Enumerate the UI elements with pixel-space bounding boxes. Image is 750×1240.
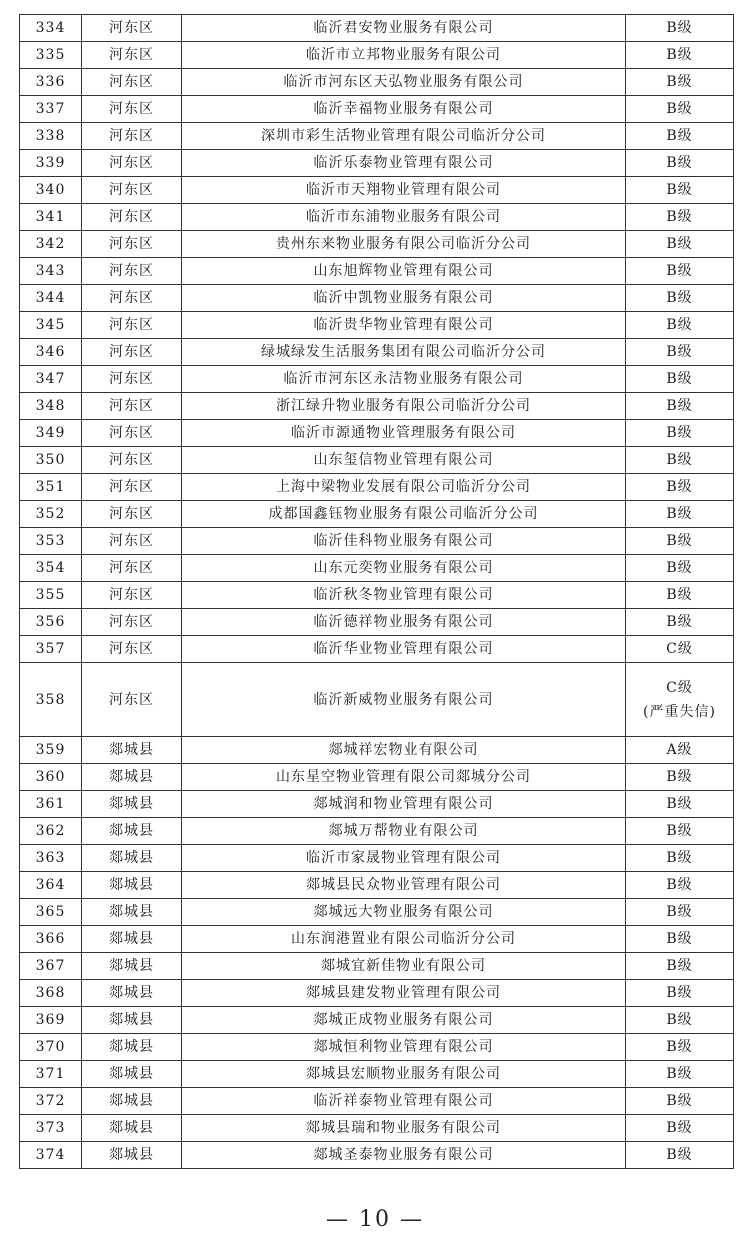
- grade-value: B级: [666, 823, 693, 839]
- row-grade: [626, 528, 734, 555]
- row-grade: [626, 177, 734, 204]
- table-row: [20, 1034, 734, 1061]
- row-company-name: 上海中梁物业发展有限公司临沂分公司: [182, 474, 626, 501]
- row-district: 河东区: [82, 663, 182, 737]
- table-row: [20, 1007, 734, 1034]
- row-grade: [626, 1007, 734, 1034]
- grade-value: A级: [666, 742, 693, 758]
- row-company-name: 临沂中凯物业服务有限公司: [182, 285, 626, 312]
- row-company-name: 临沂市东浦物业服务有限公司: [182, 204, 626, 231]
- table-row: [20, 96, 734, 123]
- row-company-name: 郯城县宏顺物业服务有限公司: [182, 1061, 626, 1088]
- row-company-name: 临沂市河东区天弘物业服务有限公司: [182, 69, 626, 96]
- row-district: 郯城县: [82, 1142, 182, 1169]
- table-row: [20, 204, 734, 231]
- row-grade: [626, 926, 734, 953]
- grade-value: B级: [666, 101, 693, 117]
- grade-value: B级: [666, 560, 693, 576]
- table-row: [20, 1061, 734, 1088]
- table-row: [20, 339, 734, 366]
- row-company-name: 临沂德祥物业服务有限公司: [182, 609, 626, 636]
- row-number: 355: [20, 582, 82, 609]
- row-company-name: 山东星空物业管理有限公司郯城分公司: [182, 764, 626, 791]
- grade-value: C级: [666, 641, 693, 657]
- row-company-name: 临沂新威物业服务有限公司: [182, 663, 626, 737]
- grade-value: B级: [666, 587, 693, 603]
- row-grade: [626, 393, 734, 420]
- row-district: 河东区: [82, 555, 182, 582]
- row-grade: [626, 69, 734, 96]
- table-row: [20, 177, 734, 204]
- row-district: 河东区: [82, 123, 182, 150]
- grade-value: B级: [666, 877, 693, 893]
- row-company-name: 郯城县建发物业管理有限公司: [182, 980, 626, 1007]
- row-district: 郯城县: [82, 818, 182, 845]
- grade-value: B级: [666, 452, 693, 468]
- table-row: [20, 791, 734, 818]
- row-number: 350: [20, 447, 82, 474]
- page-number: — 10 —: [326, 1207, 424, 1232]
- grade-value: B级: [666, 182, 693, 198]
- table-row: [20, 150, 734, 177]
- row-company-name: 绿城绿发生活服务集团有限公司临沂分公司: [182, 339, 626, 366]
- row-district: 郯城县: [82, 1088, 182, 1115]
- table-body: [20, 15, 734, 1169]
- row-district: 郯城县: [82, 791, 182, 818]
- row-grade: [626, 980, 734, 1007]
- row-number: 342: [20, 231, 82, 258]
- grade-note: (严重失信): [643, 703, 716, 720]
- row-number: 339: [20, 150, 82, 177]
- row-number: 365: [20, 899, 82, 926]
- row-district: 郯城县: [82, 845, 182, 872]
- table-row: [20, 42, 734, 69]
- row-district: 河东区: [82, 528, 182, 555]
- grade-value: B级: [666, 398, 693, 414]
- grade-value: B级: [666, 1066, 693, 1082]
- row-district: 郯城县: [82, 899, 182, 926]
- table-row: [20, 69, 734, 96]
- row-grade: [626, 42, 734, 69]
- grade-value: B级: [666, 479, 693, 495]
- row-district: 河东区: [82, 204, 182, 231]
- row-number: 340: [20, 177, 82, 204]
- row-number: 373: [20, 1115, 82, 1142]
- row-company-name: 临沂市家晟物业管理有限公司: [182, 845, 626, 872]
- row-grade: [626, 818, 734, 845]
- table-row: [20, 1088, 734, 1115]
- table-row: [20, 366, 734, 393]
- grade-value: B级: [666, 425, 693, 441]
- row-district: 河东区: [82, 420, 182, 447]
- row-company-name: 山东旭辉物业管理有限公司: [182, 258, 626, 285]
- row-number: 367: [20, 953, 82, 980]
- grade-value: B级: [666, 1147, 693, 1163]
- grade-value: B级: [666, 128, 693, 144]
- row-district: 河东区: [82, 501, 182, 528]
- grade-value: B级: [666, 533, 693, 549]
- grade-value: B级: [666, 317, 693, 333]
- table-row: [20, 980, 734, 1007]
- grade-value: B级: [666, 931, 693, 947]
- grade-value: B级: [666, 371, 693, 387]
- row-number: 349: [20, 420, 82, 447]
- table-row: [20, 555, 734, 582]
- row-district: 郯城县: [82, 737, 182, 764]
- row-number: 352: [20, 501, 82, 528]
- row-grade: [626, 366, 734, 393]
- row-number: 347: [20, 366, 82, 393]
- row-district: 郯城县: [82, 872, 182, 899]
- grade-value: B级: [666, 236, 693, 252]
- row-district: 河东区: [82, 258, 182, 285]
- grade-value: B级: [666, 209, 693, 225]
- row-number: 361: [20, 791, 82, 818]
- row-grade: [626, 764, 734, 791]
- row-grade: [626, 845, 734, 872]
- row-number: 369: [20, 1007, 82, 1034]
- row-grade: [626, 636, 734, 663]
- row-company-name: 临沂乐泰物业管理有限公司: [182, 150, 626, 177]
- table-row: [20, 609, 734, 636]
- row-grade: [626, 96, 734, 123]
- row-number: 334: [20, 15, 82, 42]
- row-grade: [626, 150, 734, 177]
- table-row: [20, 872, 734, 899]
- row-number: 359: [20, 737, 82, 764]
- row-district: 河东区: [82, 42, 182, 69]
- row-company-name: 临沂市立邦物业服务有限公司: [182, 42, 626, 69]
- grade-value: B级: [666, 1012, 693, 1028]
- row-district: 郯城县: [82, 980, 182, 1007]
- row-district: 河东区: [82, 69, 182, 96]
- row-district: 郯城县: [82, 1061, 182, 1088]
- row-number: 357: [20, 636, 82, 663]
- grade-value: B级: [666, 796, 693, 812]
- grade-value: B级: [666, 850, 693, 866]
- row-company-name: 郯城祥宏物业有限公司: [182, 737, 626, 764]
- grade-value: B级: [666, 506, 693, 522]
- property-company-grade-table: [19, 14, 734, 1169]
- row-grade: [626, 582, 734, 609]
- row-number: 368: [20, 980, 82, 1007]
- grade-value: B级: [666, 1093, 693, 1109]
- table-row: [20, 636, 734, 663]
- table-row: [20, 501, 734, 528]
- grade-value: B级: [666, 769, 693, 785]
- row-district: 河东区: [82, 231, 182, 258]
- grade-value: B级: [666, 155, 693, 171]
- table-row: [20, 447, 734, 474]
- table-row: [20, 899, 734, 926]
- row-company-name: 临沂秋冬物业管理有限公司: [182, 582, 626, 609]
- row-company-name: 郯城恒利物业管理有限公司: [182, 1034, 626, 1061]
- row-district: 河东区: [82, 393, 182, 420]
- row-district: 河东区: [82, 312, 182, 339]
- row-company-name: 郯城正成物业服务有限公司: [182, 1007, 626, 1034]
- table-row: [20, 663, 734, 737]
- row-company-name: 临沂幸福物业服务有限公司: [182, 96, 626, 123]
- row-company-name: 临沂市源通物业管理服务有限公司: [182, 420, 626, 447]
- table-row: [20, 1115, 734, 1142]
- row-number: 358: [20, 663, 82, 737]
- row-number: 345: [20, 312, 82, 339]
- row-grade: [626, 339, 734, 366]
- row-district: 河东区: [82, 582, 182, 609]
- row-number: 371: [20, 1061, 82, 1088]
- row-number: 336: [20, 69, 82, 96]
- row-district: 河东区: [82, 447, 182, 474]
- row-grade: [626, 312, 734, 339]
- row-number: 364: [20, 872, 82, 899]
- row-company-name: 临沂市天翔物业管理有限公司: [182, 177, 626, 204]
- row-district: 河东区: [82, 636, 182, 663]
- row-company-name: 郯城圣泰物业服务有限公司: [182, 1142, 626, 1169]
- row-number: 370: [20, 1034, 82, 1061]
- row-company-name: 郯城远大物业服务有限公司: [182, 899, 626, 926]
- row-number: 348: [20, 393, 82, 420]
- row-number: 335: [20, 42, 82, 69]
- grade-value: B级: [666, 20, 693, 36]
- row-grade: [626, 555, 734, 582]
- table-row: [20, 818, 734, 845]
- row-grade: [626, 663, 734, 737]
- row-number: 366: [20, 926, 82, 953]
- row-grade: [626, 1088, 734, 1115]
- table-row: [20, 231, 734, 258]
- row-company-name: 山东元奕物业服务有限公司: [182, 555, 626, 582]
- table-row: [20, 393, 734, 420]
- row-company-name: 郯城润和物业管理有限公司: [182, 791, 626, 818]
- row-number: 337: [20, 96, 82, 123]
- row-number: 346: [20, 339, 82, 366]
- row-grade: [626, 123, 734, 150]
- row-district: 河东区: [82, 285, 182, 312]
- row-number: 338: [20, 123, 82, 150]
- row-district: 河东区: [82, 177, 182, 204]
- row-grade: [626, 447, 734, 474]
- row-company-name: 郯城县民众物业管理有限公司: [182, 872, 626, 899]
- table-row: [20, 582, 734, 609]
- table-row: [20, 1142, 734, 1169]
- row-number: 356: [20, 609, 82, 636]
- row-company-name: 郯城县瑞和物业服务有限公司: [182, 1115, 626, 1142]
- row-grade: [626, 285, 734, 312]
- row-district: 河东区: [82, 339, 182, 366]
- table-row: [20, 528, 734, 555]
- grade-value: B级: [666, 958, 693, 974]
- row-district: 郯城县: [82, 1115, 182, 1142]
- grade-value: B级: [666, 1039, 693, 1055]
- row-grade: [626, 737, 734, 764]
- row-district: 郯城县: [82, 1007, 182, 1034]
- row-number: 354: [20, 555, 82, 582]
- grade-value: B级: [666, 47, 693, 63]
- row-grade: [626, 15, 734, 42]
- row-district: 河东区: [82, 150, 182, 177]
- row-number: 363: [20, 845, 82, 872]
- row-district: 郯城县: [82, 764, 182, 791]
- table-row: [20, 474, 734, 501]
- row-grade: [626, 1115, 734, 1142]
- row-grade: [626, 231, 734, 258]
- row-number: 343: [20, 258, 82, 285]
- grade-value: B级: [666, 344, 693, 360]
- grade-value: B级: [666, 904, 693, 920]
- row-grade: [626, 501, 734, 528]
- grade-value: B级: [666, 985, 693, 1001]
- row-number: 341: [20, 204, 82, 231]
- row-district: 河东区: [82, 96, 182, 123]
- row-grade: [626, 1034, 734, 1061]
- row-number: 351: [20, 474, 82, 501]
- row-company-name: 临沂祥泰物业管理有限公司: [182, 1088, 626, 1115]
- row-company-name: 山东润港置业有限公司临沂分公司: [182, 926, 626, 953]
- grade-value: B级: [666, 290, 693, 306]
- table-row: [20, 285, 734, 312]
- row-company-name: 郯城万帮物业有限公司: [182, 818, 626, 845]
- table-row: [20, 420, 734, 447]
- row-company-name: 山东玺信物业管理有限公司: [182, 447, 626, 474]
- row-number: 344: [20, 285, 82, 312]
- row-company-name: 浙江绿升物业服务有限公司临沂分公司: [182, 393, 626, 420]
- row-number: 353: [20, 528, 82, 555]
- grade-value: B级: [666, 263, 693, 279]
- table-row: [20, 312, 734, 339]
- row-company-name: 临沂华业物业管理有限公司: [182, 636, 626, 663]
- row-district: 河东区: [82, 15, 182, 42]
- table-row: [20, 953, 734, 980]
- row-company-name: 临沂市河东区永洁物业服务有限公司: [182, 366, 626, 393]
- row-company-name: 郯城宜新佳物业有限公司: [182, 953, 626, 980]
- row-grade: [626, 420, 734, 447]
- table-row: [20, 258, 734, 285]
- grade-value: B级: [666, 1120, 693, 1136]
- row-grade: [626, 258, 734, 285]
- row-company-name: 临沂君安物业服务有限公司: [182, 15, 626, 42]
- row-number: 374: [20, 1142, 82, 1169]
- row-grade: [626, 953, 734, 980]
- row-company-name: 临沂贵华物业管理有限公司: [182, 312, 626, 339]
- table-row: [20, 845, 734, 872]
- row-district: 河东区: [82, 609, 182, 636]
- row-number: 362: [20, 818, 82, 845]
- row-company-name: 临沂佳科物业服务有限公司: [182, 528, 626, 555]
- table-row: [20, 737, 734, 764]
- grade-value: C级: [666, 679, 693, 696]
- table-row: [20, 926, 734, 953]
- row-company-name: 深圳市彩生活物业管理有限公司临沂分公司: [182, 123, 626, 150]
- row-district: 郯城县: [82, 953, 182, 980]
- row-grade: [626, 609, 734, 636]
- row-grade: [626, 791, 734, 818]
- row-grade: [626, 204, 734, 231]
- row-number: 360: [20, 764, 82, 791]
- row-district: 郯城县: [82, 1034, 182, 1061]
- row-grade: [626, 1061, 734, 1088]
- grade-value: B级: [666, 74, 693, 90]
- row-district: 郯城县: [82, 926, 182, 953]
- row-company-name: 成都国鑫钰物业服务有限公司临沂分公司: [182, 501, 626, 528]
- row-number: 372: [20, 1088, 82, 1115]
- row-district: 河东区: [82, 366, 182, 393]
- row-grade: [626, 872, 734, 899]
- table-row: [20, 15, 734, 42]
- row-company-name: 贵州东来物业服务有限公司临沂分公司: [182, 231, 626, 258]
- row-grade: [626, 899, 734, 926]
- row-district: 河东区: [82, 474, 182, 501]
- row-grade: [626, 1142, 734, 1169]
- row-grade: [626, 474, 734, 501]
- grade-value: B级: [666, 614, 693, 630]
- table-row: [20, 123, 734, 150]
- table-row: [20, 764, 734, 791]
